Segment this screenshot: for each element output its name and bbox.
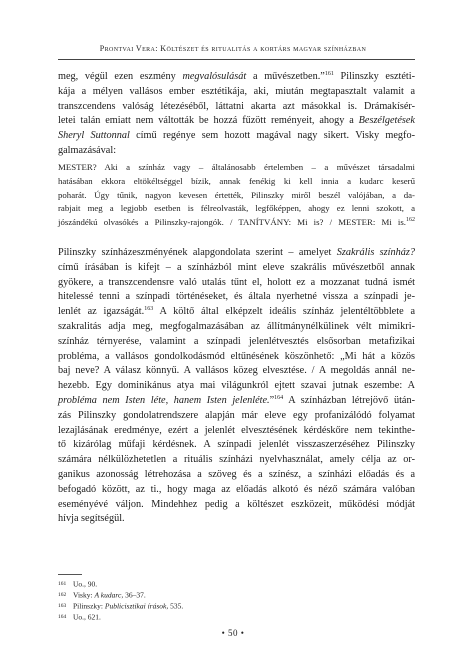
p2-line-12: zás Pilinszky gondolatrendszere alapján már eleve egy profanizálódó folyamat [58,409,415,421]
block-quote [58,161,415,230]
p1-line-3: transzcendens valóság létezéséből, láttatni akarta azt másokkal is. Drámakísér- [58,100,415,112]
quote-line-1: MESTER? Aki a színház vagy – általánosabb értelemben – a művészet társadalmi [58,162,415,172]
p2-line-19: hívja segítségül. [58,513,125,525]
quote-line-3: poharát. Úgy tűnik, nagyon kevesen értették, Pilinszky miről beszél valójában, a da- [58,189,415,200]
p2-line-13: lezajlásának eredménye, ezért a jelenlét elvesztésének kérdéskőre nem tekinthe- [58,424,415,436]
p2-line-11: probléma nem Isten léte, hanem Isten jelenléte.”$^{164}$ A színházban létrejövő ütán- [58,394,416,406]
p2-line-14: tő kizárólag műfaji kérdésnek. A színpadi jelenlét visszaszerzéséhez Pilinszky [58,439,415,451]
p1-line-1: meg, végül ezen eszmény megvalósulását a művészetben.”$^{161}$ Pilinszky esztéti- [58,71,415,82]
footnote-rule [58,574,82,575]
p1-line-2: kája a mélyen vallásos ember esztétikája, aki, miután megtapasztalt valamit a [58,85,415,97]
p1-line-5: Sheryl Suttonnal című regénye sem hozott magával nagy sikert. Visky megfo- [58,130,416,142]
p1-line-4: letei talán emiatt nem váltották be hozzá fűzött reményeit, ahogy a Beszélgetések [58,115,415,127]
p2-line-1: Pilinszky színházeszményének alapgondolata szerint – amelyet Szakrális színház? [58,247,415,258]
p2-line-18: eseményévé váljon. Mindehhez pedig a költészet eszközeit, működési módját [58,498,415,510]
p2-line-4: hitelessé tenni a színpadi történéseket, és általa nyerhetné vissza a színpadi je- [58,291,415,303]
quote-line-5: jószándékú olvasókés a Pilinszky-rajongók. / TANÍTVÁNY: Mi is? / MESTER: Mi is.$^{162}$ [58,217,415,228]
p2-line-6: szakralitás adja meg, megfogalmazásában az állítmánynélkülinek vélt mimikri- [58,320,415,332]
running-head: Prontvai Vera: Költészet és ritualitás a kortárs magyar színházban [99,44,367,53]
footnote-161: 161 Uo., 90. [58,579,98,589]
p2-line-9: baj neve? A válasz könnyű. A vallásos közeg elvesztése. / A megoldás annál ne- [58,365,415,377]
p2-line-10: hezebb. Egy dominikánus atya mai világunkról ejtett szavai jutnak eszembe: A [58,380,415,392]
quote-line-2: hatásában ekkora eltökéltséggel bízik, annak fenékig ki kell innia a kudarc keserű [58,175,415,186]
footnote-162: 162 Visky: A kudarc, 36–37. [58,590,146,600]
p2-line-8: probléma, a vallásos gondolkodásmód eltűnésének köszönhető: „Mi hát a közös [58,350,415,362]
footnote-164: 164 Uo., 621. [58,612,101,622]
p2-line-2: című írásában is kifejt – a színházból mint eleve szakrális művészetből annak [58,261,415,273]
page-number: • 50 • [221,628,245,638]
footnotes [58,579,358,623]
p2-line-3: gyökere, a transzcendensre való utalás tűnt el, holott ez a mozzanat tudná ismét [58,276,415,288]
p2-line-15: számára nélkülözhetetlen a rituális színházi nyelvhasználat, amely célja az or- [58,454,415,466]
p2-line-17: befogadó között, az ti., hogy maga az előadás alkotó és néző számára valóban [58,483,415,495]
footnote-163: 163 Pilinszky: Publicisztikai írások, 535. [58,601,184,611]
p2-line-7: színház térnyerése, valamint a színpadi jelenlétvesztés elsősorban metafizikai [58,335,415,347]
p2-line-16: ganikus azonosság létrehozása a szöveg és a színész, a színházi előadás és a [58,468,415,480]
quote-line-4: rabjait meg a legjobb esetben is félreolvasták, legfőképpen, ahogy ez lenni szokott, a [58,203,415,214]
p2-line-5: lenlét az igazságát.$^{163}$ A költő által elképzelt ideális színház jelentéltöbblete a [58,306,416,318]
paragraph-2 [58,246,415,527]
header-rule [58,59,415,60]
p1-line-6: galmazásával: [58,144,117,156]
paragraph-1 [58,70,415,159]
